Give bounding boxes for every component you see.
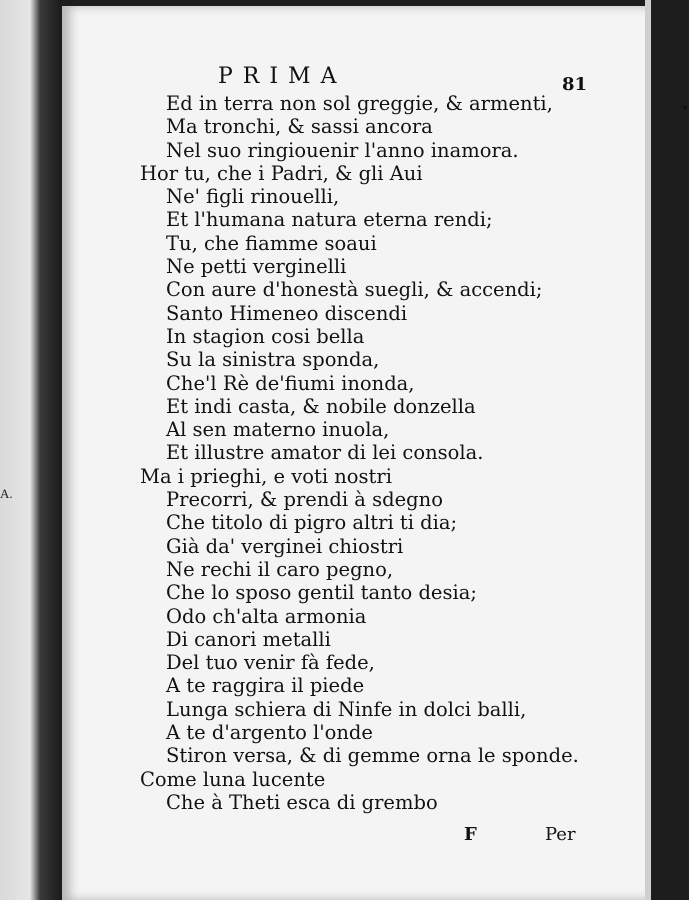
- verse-line: Su la sinistra sponda,: [166, 348, 380, 372]
- left-page-fragment: A.: [0, 486, 13, 501]
- verse-line: Santo Himeneo discendi: [166, 301, 408, 325]
- verse-line: Ed in terra non sol greggie, & armenti,: [166, 92, 553, 115]
- book-gutter: [0, 0, 62, 900]
- verse-line: Che'l Rè de'fiumi inonda,: [166, 371, 415, 395]
- verse-line: Tu, che fiamme soaui: [166, 231, 377, 255]
- verse-line: Stiron versa, & di gemme orna le sponde.: [166, 744, 579, 768]
- verse-line: Come luna lucente: [140, 767, 326, 791]
- verse-line: Precorri, & prendi à sdegno: [166, 488, 443, 512]
- running-head: PRIMA: [218, 64, 347, 89]
- book-page: [62, 6, 689, 900]
- verse-line: Ma i prieghi, e voti nostri: [140, 464, 392, 488]
- verse-line: Hor tu, che i Padri, & gli Aui: [140, 161, 423, 185]
- verse-block: [62, 92, 647, 814]
- verse-line: Et l'humana natura eterna rendi;: [166, 208, 493, 232]
- page-number: 81: [562, 74, 588, 95]
- verse-line: Ne' figli rinouelli,: [166, 185, 340, 209]
- verse-line: Ma tronchi, & sassi ancora: [166, 115, 433, 139]
- verse-line: Nel suo ringiouenir l'anno inamora.: [166, 138, 519, 162]
- verse-line: In stagion cosi bella: [166, 324, 365, 348]
- verse-line: Già da' verginei chiostri: [166, 534, 404, 558]
- verse-line: Del tuo venir fà fede,: [166, 651, 375, 675]
- right-edge: [645, 0, 651, 900]
- verse-line: Odo ch'alta armonia: [166, 604, 367, 628]
- verse-line: Ne rechi il caro pegno,: [166, 557, 394, 581]
- verse-line: Che titolo di pigro altri ti dia;: [166, 511, 458, 535]
- verse-line: A te d'argento l'onde: [166, 721, 373, 745]
- verse-line: Ne petti verginelli: [166, 255, 347, 279]
- verse-line: Et illustre amator di lei consola.: [166, 441, 484, 465]
- verse-line: Et indi casta, & nobile donzella: [166, 394, 476, 418]
- catchword: Per: [545, 824, 576, 845]
- signature-mark: F: [464, 824, 477, 845]
- verse-line: Di canori metalli: [166, 627, 331, 651]
- verse-line: Lunga schiera di Ninfe in dolci balli,: [166, 697, 527, 721]
- verse-line: A te raggira il piede: [166, 674, 365, 698]
- verse-line: Con aure d'honestà suegli, & accendi;: [166, 278, 543, 302]
- verse-line: Che lo sposo gentil tanto desia;: [166, 581, 477, 605]
- margin-mark: •: [681, 101, 689, 117]
- verse-line: Al sen materno inuola,: [166, 418, 390, 442]
- verse-line: Che à Theti esca di grembo: [166, 790, 438, 814]
